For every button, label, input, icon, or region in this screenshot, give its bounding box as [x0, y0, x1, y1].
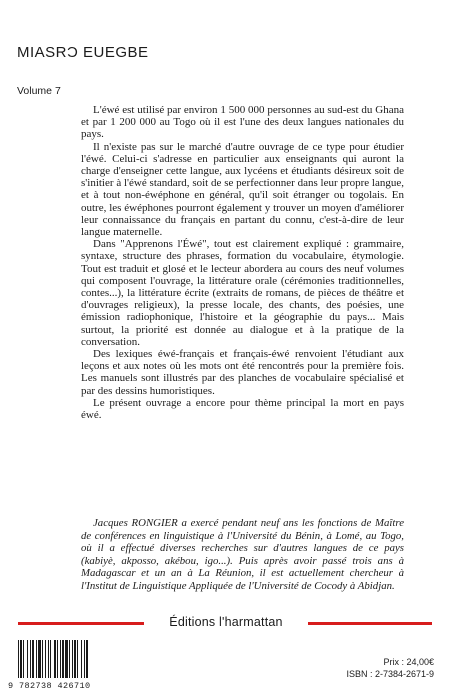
description-paragraph: L'éwé est utilisé par environ 1 500 000 personnes au sud-est du Ghana et par 1 200 000 au Togo où il est l'une des deux langues nationales du pays.: [81, 104, 404, 141]
book-title: MIASRƆ EUEGBE: [17, 44, 149, 61]
price-label: Prix : 24,00€: [383, 657, 434, 667]
barcode-bar: [81, 640, 82, 678]
barcode-bar: [77, 640, 78, 678]
barcode-bar: [86, 640, 88, 678]
barcode-bar: [18, 640, 19, 678]
barcode-bar: [62, 640, 64, 678]
publisher-rule-right: [308, 622, 432, 625]
barcode-bar: [23, 640, 24, 678]
barcode-bar: [65, 640, 68, 678]
barcode-bar: [27, 640, 28, 678]
barcode-bar: [57, 640, 58, 678]
barcode-bars: [16, 640, 116, 680]
price-block: [346, 656, 434, 680]
author-bio: [81, 517, 404, 593]
barcode-bar: [50, 640, 51, 678]
barcode-bar: [60, 640, 61, 678]
barcode-bar: [72, 640, 73, 678]
book-description: [81, 104, 404, 421]
author-bio-text: Jacques RONGIER a exercé pendant neuf ans les fonctions de Maître de conférences en linguistique à l'Université du Bénin, à Lomé, au Togo, où il a effectué diverses recherches sur d'autres langues de ce pays (kabiyè, akposso, akébou, igo...). Puis après avoir passé trois ans à Madagascar et un an à La Réunion, il est actuellement chercheur à l'Institut de Linguistique Appliquée de l'Université de Cocody à Abidjan.: [81, 517, 404, 592]
barcode-bar: [54, 640, 56, 678]
isbn-label: ISBN : 2-7384-2671-9: [346, 669, 434, 679]
barcode-bar: [42, 640, 43, 678]
publisher-rule-left: [18, 622, 144, 625]
barcode-bar: [32, 640, 34, 678]
description-paragraph: Dans "Apprenons l'Éwé", tout est clairement expliqué : grammaire, syntaxe, structure des phrases, formation du vocabulaire, étymologie. Tout est traduit et glosé et le lecteur abordera au cours des neuf volumes qui composent l'ouvrage, la littérature orale (cérémonies traditionnelles, contes...), la littérature écrite (extraits de romans, de pièces de théâtre et d'ouvrages religieux), la presse locale, des chants, des poésies, une émission radiophonique, l'histoire et la géographie du pays... Mais surtout, la priorité est donnée au dialogue et à la pratique de la conversation.: [81, 238, 404, 348]
description-paragraph: Le présent ouvrage a encore pour thème principal la mort en pays éwé.: [81, 396, 404, 422]
barcode-bar: [45, 640, 46, 678]
volume-label: Volume 7: [17, 85, 61, 97]
description-paragraph: Des lexiques éwé-français et français-éwé renvoient l'étudiant aux leçons et aux notes où les mots ont été rencontrés pour la première fois. Les manuels sont illustrés par des planches de vocabulaire spécialisé et par des dessins humoristiques.: [81, 348, 404, 397]
barcode-bar: [36, 640, 37, 678]
barcode: [8, 640, 120, 692]
barcode-bar: [69, 640, 70, 678]
barcode-bar: [38, 640, 41, 678]
barcode-bar: [30, 640, 31, 678]
barcode-bar: [48, 640, 49, 678]
barcode-bar: [20, 640, 22, 678]
publisher-bar: [18, 617, 432, 631]
barcode-number: 9 782738 426710: [8, 681, 91, 691]
barcode-bar: [74, 640, 76, 678]
description-paragraph: Il n'existe pas sur le marché d'autre ouvrage de ce type pour étudier l'éwé. Celui-ci s'adresse en particulier aux enseignants qui auront la charge d'enseigner cette langue, aux lycéens et étudiants désireux soit de s'initier à l'éwé standard, soit de se perfectionner dans leur propre langue, et à tout non-éwéphone en général, qu'il soit étranger ou togolais. En outre, les éwéphones pourront également y trouver un moyen d'améliorer leur connaissance du français en partant du connu, c'est-à-dire de leur langue maternelle.: [81, 140, 404, 239]
publisher-name: Éditions l'harmattan: [169, 615, 283, 629]
barcode-bar: [84, 640, 85, 678]
